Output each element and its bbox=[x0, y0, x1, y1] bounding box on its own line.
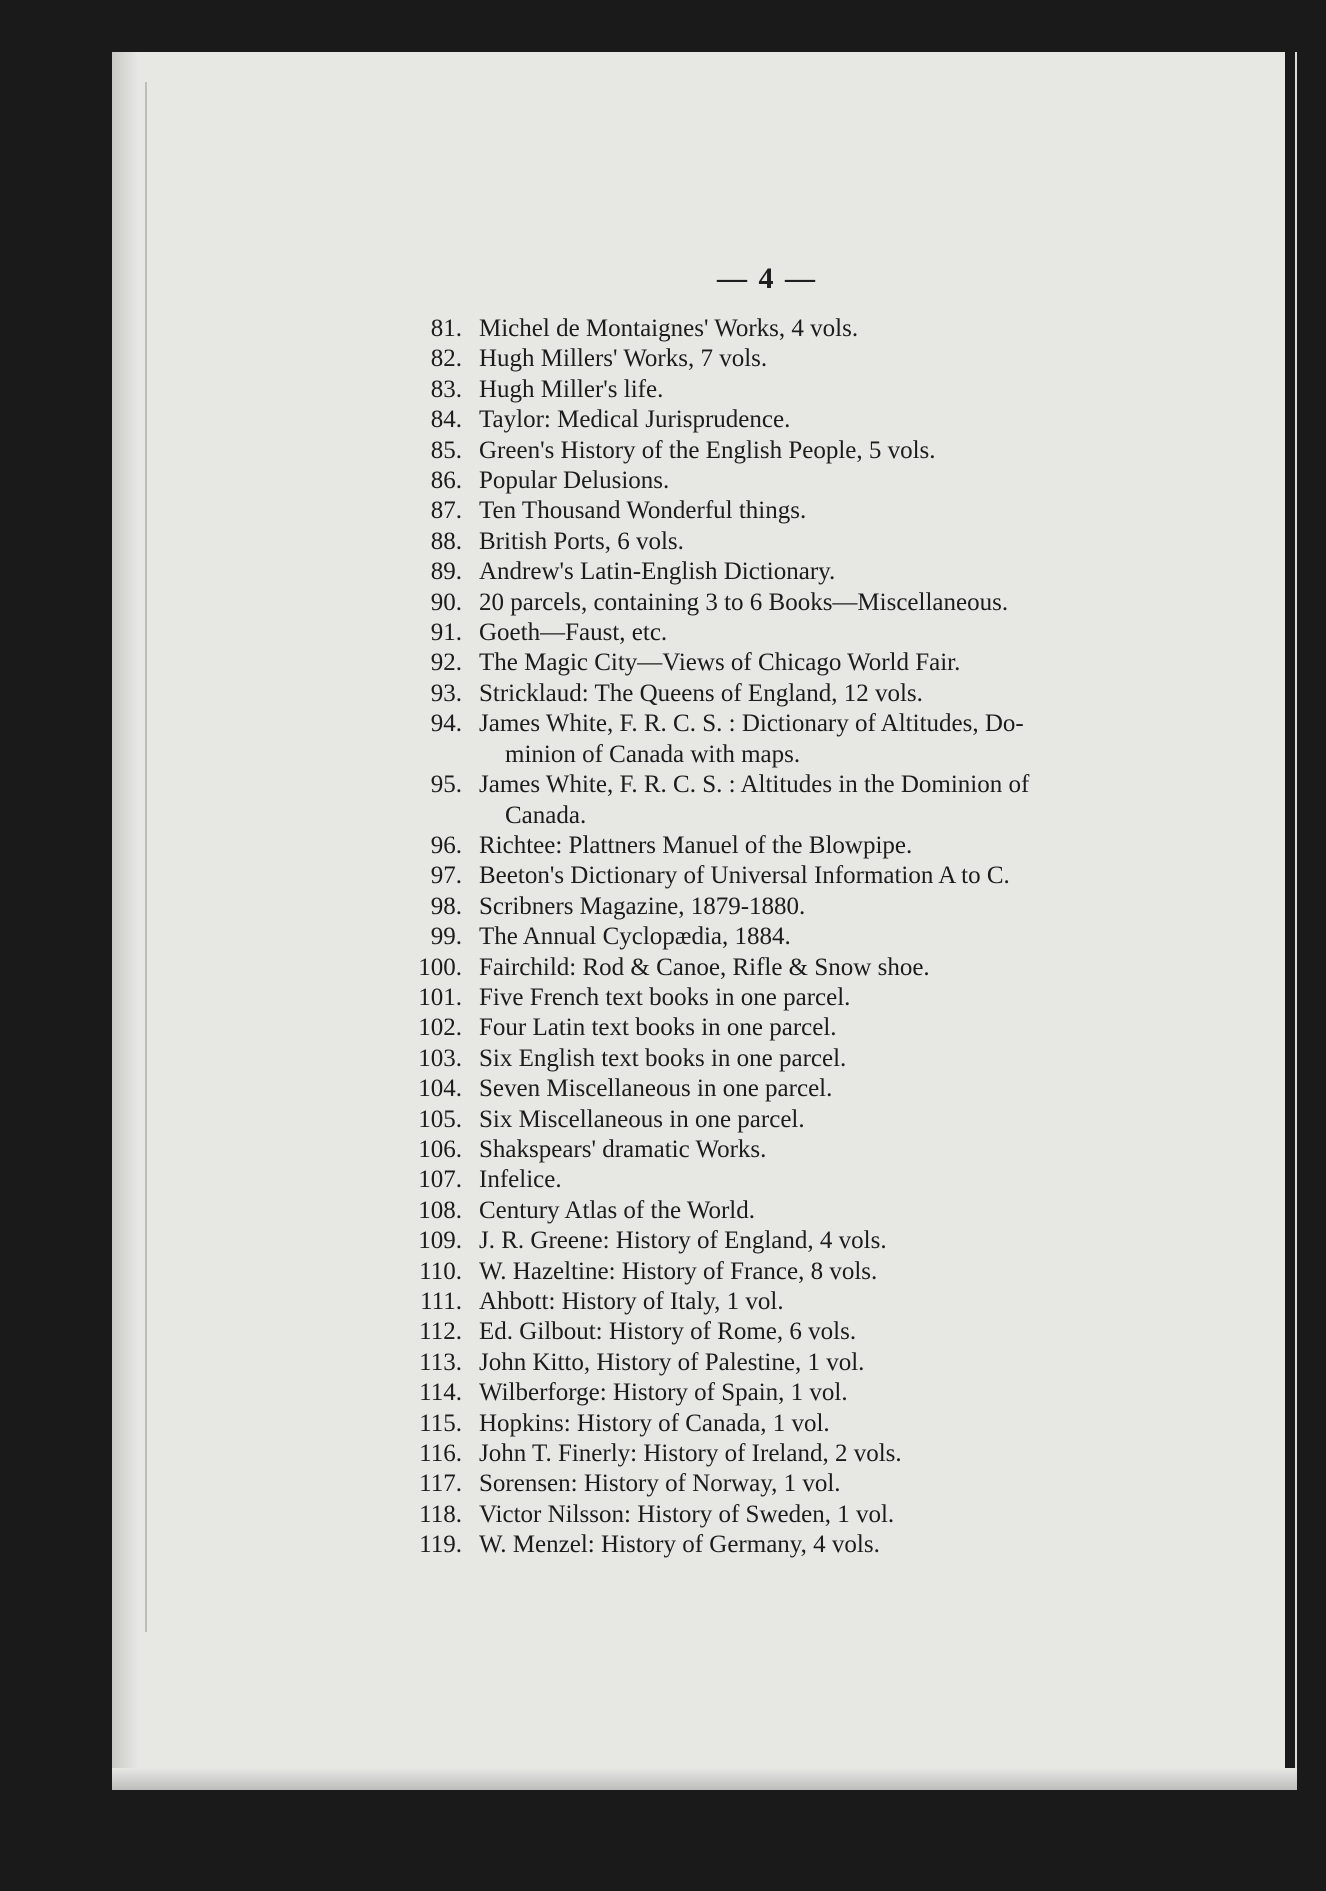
item-number: 96. bbox=[430, 831, 462, 859]
list-item bbox=[357, 1074, 1277, 1104]
list-item bbox=[357, 436, 1277, 466]
item-number: 103. bbox=[418, 1044, 462, 1072]
list-item bbox=[357, 1530, 1277, 1560]
item-number: 98. bbox=[430, 892, 462, 920]
item-text: Shakspears' dramatic Works. bbox=[479, 1135, 767, 1163]
item-number: 108. bbox=[418, 1196, 462, 1224]
list-item bbox=[357, 1469, 1277, 1499]
item-number: 86. bbox=[430, 467, 462, 495]
item-text: Century Atlas of the World. bbox=[479, 1196, 755, 1224]
item-text: Six Miscellaneous in one parcel. bbox=[479, 1105, 805, 1133]
item-number: 91. bbox=[430, 619, 462, 647]
list-item bbox=[357, 557, 1277, 587]
item-text: J. R. Greene: History of England, 4 vols. bbox=[479, 1227, 887, 1255]
page-left-edge bbox=[112, 52, 138, 1790]
item-number: 90. bbox=[430, 588, 462, 616]
list-item bbox=[357, 618, 1277, 648]
item-text: The Magic City—Views of Chicago World Fair. bbox=[479, 649, 961, 677]
item-text: Green's History of the English People, 5 vols. bbox=[479, 436, 936, 464]
list-item bbox=[357, 953, 1277, 983]
item-text: W. Menzel: History of Germany, 4 vols. bbox=[479, 1531, 880, 1559]
list-item bbox=[357, 375, 1277, 405]
item-text: Taylor: Medical Jurisprudence. bbox=[479, 406, 791, 434]
item-text: Six English text books in one parcel. bbox=[479, 1044, 847, 1072]
list-item bbox=[357, 983, 1277, 1013]
list-item bbox=[357, 1196, 1277, 1226]
item-text: Ahbott: History of Italy, 1 vol. bbox=[479, 1288, 784, 1315]
item-number: 94. bbox=[430, 710, 462, 738]
item-text: British Ports, 6 vols. bbox=[479, 527, 684, 555]
item-number: 95. bbox=[430, 771, 462, 799]
item-number: 112. bbox=[419, 1318, 462, 1346]
page-bottom-edge bbox=[112, 1768, 1297, 1790]
item-text: Fairchild: Rod & Canoe, Rifle & Snow shoe. bbox=[479, 953, 930, 981]
item-number: 105. bbox=[418, 1105, 462, 1133]
item-number: 100. bbox=[418, 953, 462, 981]
item-text: Ed. Gilbout: History of Rome, 6 vols. bbox=[479, 1318, 857, 1346]
item-number: 89. bbox=[430, 558, 462, 586]
item-text: 20 parcels, containing 3 to 6 Books—Miscellaneous. bbox=[479, 588, 1009, 616]
item-number: 115. bbox=[419, 1409, 462, 1437]
item-number: 119. bbox=[419, 1531, 462, 1559]
list-item bbox=[357, 1378, 1277, 1408]
item-number: 85. bbox=[430, 436, 462, 464]
list-item bbox=[357, 1287, 1277, 1317]
list-item bbox=[357, 892, 1277, 922]
item-text: Sorensen: History of Norway, 1 vol. bbox=[479, 1470, 841, 1498]
item-number: 117. bbox=[419, 1470, 462, 1498]
list-item bbox=[357, 314, 1277, 344]
item-number: 102. bbox=[418, 1014, 462, 1042]
list-item bbox=[357, 1500, 1277, 1530]
item-text: Seven Miscellaneous in one parcel. bbox=[479, 1075, 833, 1103]
list-item bbox=[357, 1317, 1277, 1347]
item-text: John Kitto, History of Palestine, 1 vol. bbox=[479, 1348, 865, 1376]
item-text: Popular Delusions. bbox=[479, 467, 670, 495]
list-item bbox=[357, 588, 1277, 618]
list-item bbox=[357, 1409, 1277, 1439]
list-item bbox=[357, 1439, 1277, 1469]
list-item bbox=[357, 922, 1277, 952]
item-number: 92. bbox=[430, 649, 462, 677]
list-item bbox=[357, 1135, 1277, 1165]
list-item bbox=[357, 1257, 1277, 1287]
item-text: Scribners Magazine, 1879-1880. bbox=[479, 892, 806, 920]
next-page-edge bbox=[1295, 52, 1297, 1790]
item-text: Hugh Miller's life. bbox=[479, 375, 664, 403]
list-item bbox=[357, 770, 1277, 831]
item-number: 97. bbox=[430, 862, 462, 890]
list-item bbox=[357, 1044, 1277, 1074]
binding-line bbox=[145, 82, 147, 1632]
item-number: 87. bbox=[430, 497, 462, 525]
item-number: 116. bbox=[419, 1440, 462, 1468]
item-text-continuation: Canada. bbox=[505, 801, 587, 829]
item-text: Five French text books in one parcel. bbox=[479, 983, 851, 1011]
item-text: W. Hazeltine: History of France, 8 vols. bbox=[479, 1257, 878, 1285]
item-text-continuation: minion of Canada with maps. bbox=[505, 740, 801, 768]
list-item bbox=[357, 1013, 1277, 1043]
list-item bbox=[357, 861, 1277, 891]
catalogue-list bbox=[357, 314, 1277, 1561]
list-item bbox=[357, 405, 1277, 435]
item-text: Hugh Millers' Works, 7 vols. bbox=[479, 345, 768, 373]
list-item bbox=[357, 1348, 1277, 1378]
list-item bbox=[357, 527, 1277, 557]
item-number: 118. bbox=[419, 1500, 462, 1528]
list-item bbox=[357, 496, 1277, 526]
item-number: 109. bbox=[418, 1227, 462, 1255]
item-text: Stricklaud: The Queens of England, 12 vols. bbox=[479, 679, 923, 707]
item-text: Hopkins: History of Canada, 1 vol. bbox=[479, 1409, 830, 1437]
item-text: James White, F. R. C. S. : Altitudes in the Dominion of bbox=[479, 771, 1030, 799]
item-number: 113. bbox=[419, 1348, 462, 1376]
list-item bbox=[357, 831, 1277, 861]
item-number: 106. bbox=[418, 1135, 462, 1163]
item-number: 111. bbox=[420, 1288, 462, 1315]
list-item bbox=[357, 466, 1277, 496]
item-text: Richtee: Plattners Manuel of the Blowpipe. bbox=[479, 831, 913, 859]
item-number: 110. bbox=[419, 1257, 462, 1285]
item-text: Wilberforge: History of Spain, 1 vol. bbox=[479, 1379, 848, 1407]
page-gutter bbox=[1285, 52, 1295, 1790]
list-item bbox=[357, 709, 1277, 770]
item-number: 114. bbox=[419, 1379, 462, 1407]
item-number: 101. bbox=[418, 983, 462, 1011]
item-number: 82. bbox=[430, 345, 462, 373]
item-text: Victor Nilsson: History of Sweden, 1 vol. bbox=[479, 1500, 895, 1528]
item-number: 83. bbox=[430, 375, 462, 403]
item-number: 88. bbox=[430, 527, 462, 555]
item-number: 99. bbox=[430, 923, 462, 951]
list-item bbox=[357, 1165, 1277, 1195]
item-text: Four Latin text books in one parcel. bbox=[479, 1014, 837, 1042]
item-text: Beeton's Dictionary of Universal Information A to C. bbox=[479, 862, 1010, 890]
item-text: The Annual Cyclopædia, 1884. bbox=[479, 923, 791, 951]
item-number: 84. bbox=[430, 406, 462, 434]
item-text: John T. Finerly: History of Ireland, 2 vols. bbox=[479, 1440, 902, 1468]
list-item bbox=[357, 1226, 1277, 1256]
list-item bbox=[357, 344, 1277, 374]
item-text: Infelice. bbox=[479, 1166, 562, 1194]
item-number: 93. bbox=[430, 679, 462, 707]
item-text: Goeth—Faust, etc. bbox=[479, 619, 668, 647]
page-number: — 4 — bbox=[717, 262, 817, 295]
scanned-page bbox=[112, 52, 1297, 1790]
item-text: Andrew's Latin-English Dictionary. bbox=[479, 558, 836, 586]
list-item bbox=[357, 679, 1277, 709]
item-text: Michel de Montaignes' Works, 4 vols. bbox=[479, 315, 859, 342]
item-number: 104. bbox=[418, 1075, 462, 1103]
item-text: James White, F. R. C. S. : Dictionary of Altitudes, Do- bbox=[479, 710, 1024, 738]
list-item bbox=[357, 1105, 1277, 1135]
item-number: 81. bbox=[430, 315, 462, 342]
list-item bbox=[357, 648, 1277, 678]
item-number: 107. bbox=[418, 1166, 462, 1194]
item-text: Ten Thousand Wonderful things. bbox=[479, 497, 807, 525]
